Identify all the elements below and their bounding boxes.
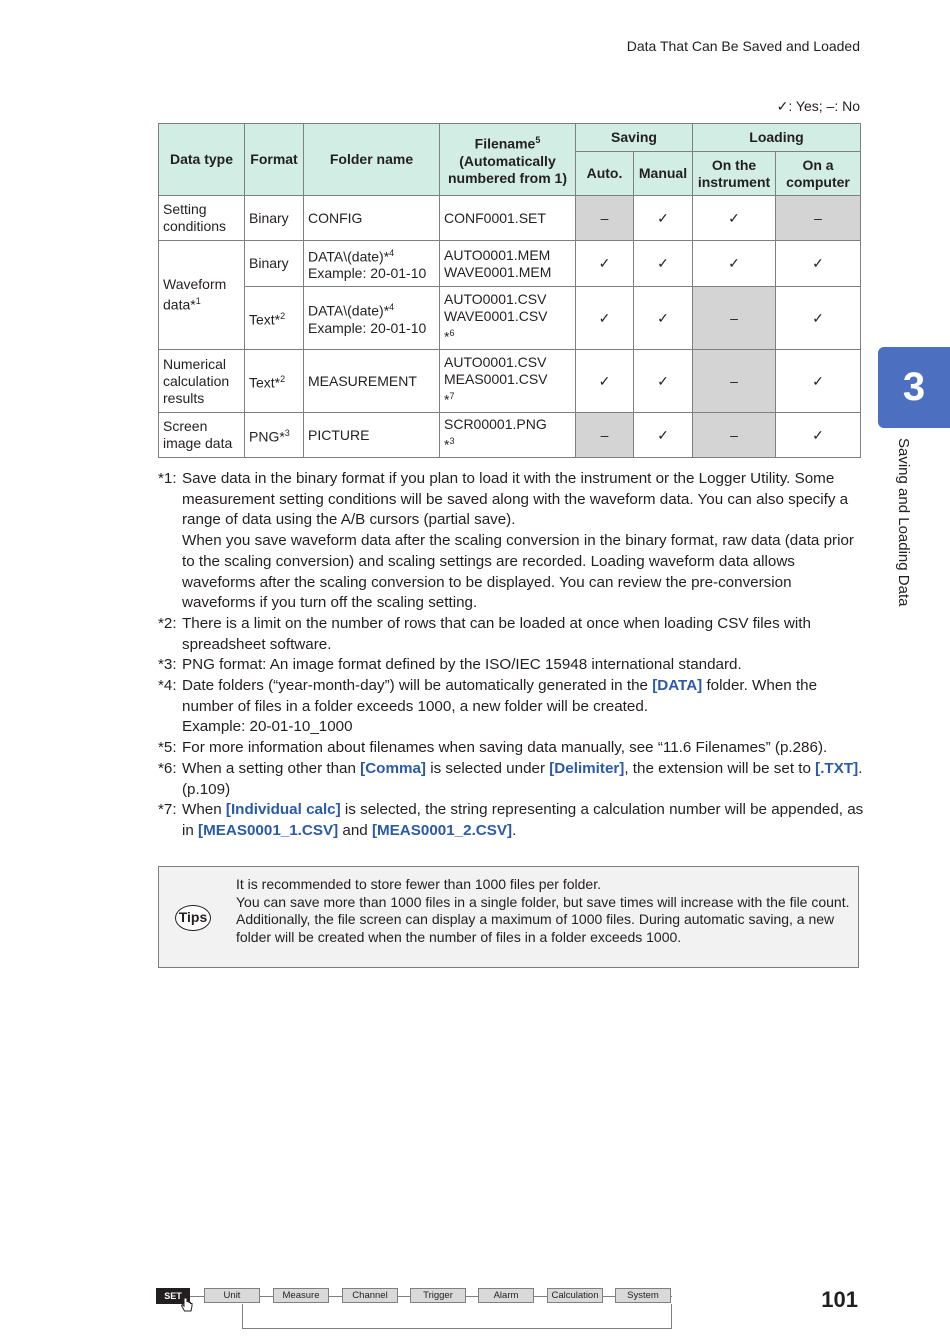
footnote-1: *1: Save data in the binary format if you plan to load it with the instrument or the Logger Utility. Some measurement setting conditions will be saved along with the waveform data. You can also specify a range of data using the A/B cursors (partial save). When you save waveform data after the scaling conversion in the binary format, raw data (data prior to the scaling conversion) and scaling settings are recorded. Loading waveform data allows waveforms after the scaling conversion to be displayed. You can review the pre-conversion waveforms if you turn off the scaling setting. — [158, 470, 854, 612]
header-filename: Filename$^5$ (Automatically numbered from 1) — [440, 124, 576, 196]
footnote-6: *6: When a setting other than [Comma] is selected under [Delimiter], the extension will be set to [.TXT]. (p.109) — [158, 759, 863, 798]
cell-data-type: Setting conditions — [159, 196, 245, 241]
footnotes — [158, 469, 868, 842]
chapter-tab[interactable]: 3 — [878, 347, 950, 428]
header-folder: Folder name — [304, 124, 440, 196]
nav-calculation[interactable]: Calculation — [547, 1288, 603, 1303]
cell-filename: AUTO0001.MEM WAVE0001.MEM — [440, 241, 576, 287]
cell-computer: ✓ — [776, 241, 861, 287]
cell-manual: ✓ — [634, 413, 693, 458]
cell-folder: CONFIG — [304, 196, 440, 241]
legend-text: : Yes; –: No — [788, 98, 860, 114]
cell-filename: AUTO0001.CSV MEAS0001.CSV *$^7$ — [440, 350, 576, 413]
footnote-3: *3: PNG format: An image format defined by the ISO/IEC 15948 international standard. — [158, 656, 742, 674]
tips-box — [158, 866, 859, 968]
cell-filename: AUTO0001.CSV WAVE0001.CSV *$^6$ — [440, 287, 576, 350]
nav-system[interactable]: System — [615, 1288, 671, 1303]
delimiter-ref: [Delimiter] — [549, 759, 625, 777]
running-header: Data That Can Be Saved and Loaded — [626, 38, 860, 54]
nav-connector-loop — [242, 1304, 672, 1329]
cell-instrument: – — [693, 287, 776, 350]
header-on-instrument: On the instrument — [693, 152, 776, 196]
cell-format: Binary — [245, 241, 304, 287]
cell-auto: – — [576, 196, 634, 241]
cell-computer: – — [776, 196, 861, 241]
footnote-2: *2: There is a limit on the number of rows that can be loaded at once when loading CSV files with spreadsheet software. — [158, 614, 811, 653]
table-row — [159, 350, 861, 413]
cell-folder: PICTURE — [304, 413, 440, 458]
footnote-4: *4: Date folders (“year-month-day”) will be automatically generated in the [DATA] folder. When the number of files in a folder exceeds 1000, a new folder will be created. Example: 20-01-10_1000 — [158, 677, 818, 736]
set-button[interactable]: SET — [156, 1288, 190, 1304]
cell-data-type: Waveform data*$^1$ — [159, 241, 245, 350]
cell-instrument: ✓ — [693, 241, 776, 287]
check-icon: ✓ — [776, 98, 789, 114]
cell-computer: ✓ — [776, 413, 861, 458]
cell-computer: ✓ — [776, 287, 861, 350]
header-data-type: Data type — [159, 124, 245, 196]
data-folder-ref: [DATA] — [652, 677, 703, 695]
txt-ref: [.TXT] — [815, 759, 859, 777]
footnote-5: *5: For more information about filenames when saving data manually, see “11.6 Filenames” (p.286). — [158, 739, 828, 757]
footnote-7: *7: When [Individual calc] is selected, the string representing a calculation number will be appended, as in [MEAS0001_1.CSV] and [MEAS0001_2.CSV]. — [158, 801, 864, 839]
cell-manual: ✓ — [634, 241, 693, 287]
tips-text: It is recommended to store fewer than 1000 files per folder. You can save more than 1000 files in a single folder, but save times will increase with the file count. Additionally, the file screen can display a maximum of 1000 files. During automatic saving, a new folder will be created when the number of files in a folder exceeds 1000. — [236, 876, 850, 945]
chapter-title: Saving and Loading Data — [895, 438, 912, 607]
cell-instrument: – — [693, 350, 776, 413]
meas-file2-ref: [MEAS0001_2.CSV] — [371, 821, 513, 839]
table-row — [159, 241, 861, 287]
meas-file1-ref: [MEAS0001_1.CSV] — [198, 821, 339, 839]
table-row — [159, 287, 861, 350]
legend-line — [777, 98, 860, 115]
cell-folder: MEASUREMENT — [304, 350, 440, 413]
nav-measure[interactable]: Measure — [273, 1288, 329, 1303]
cell-folder: DATA\(date)*$^4$ Example: 20-01-10 — [304, 241, 440, 287]
cell-filename: CONF0001.SET — [440, 196, 576, 241]
cell-manual: ✓ — [634, 350, 693, 413]
nav-trigger[interactable]: Trigger — [410, 1288, 466, 1303]
footer-nav — [156, 1285, 696, 1325]
nav-channel[interactable]: Channel — [342, 1288, 398, 1303]
data-table — [158, 123, 861, 458]
cell-format: Binary — [245, 196, 304, 241]
comma-ref: [Comma] — [360, 759, 426, 777]
table-row — [159, 196, 861, 241]
cell-instrument: ✓ — [693, 196, 776, 241]
cell-auto: ✓ — [576, 350, 634, 413]
cell-auto: ✓ — [576, 241, 634, 287]
header-auto: Auto. — [576, 152, 634, 196]
header-loading: Loading — [693, 124, 861, 152]
cell-instrument: – — [693, 413, 776, 458]
cell-folder: DATA\(date)*$^4$ Example: 20-01-10 — [304, 287, 440, 350]
nav-unit[interactable]: Unit — [204, 1288, 260, 1303]
hand-cursor-icon — [180, 1297, 194, 1313]
cell-format: PNG*$^3$ — [245, 413, 304, 458]
cell-format: Text*$^2$ — [245, 350, 304, 413]
individual-calc-ref: [Individual calc] — [225, 801, 341, 819]
header-on-computer: On a computer — [776, 152, 861, 196]
page-number: 101 — [821, 1287, 858, 1312]
header-manual: Manual — [634, 152, 693, 196]
cell-data-type: Screen image data — [159, 413, 245, 458]
cell-filename: SCR00001.PNG *$^3$ — [440, 413, 576, 458]
cell-data-type: Numerical calculation results — [159, 350, 245, 413]
header-saving: Saving — [576, 124, 693, 152]
cell-auto: ✓ — [576, 287, 634, 350]
cell-manual: ✓ — [634, 287, 693, 350]
table-row — [159, 413, 861, 458]
cell-auto: – — [576, 413, 634, 458]
header-format: Format — [245, 124, 304, 196]
cell-format: Text*$^2$ — [245, 287, 304, 350]
nav-alarm[interactable]: Alarm — [478, 1288, 534, 1303]
cell-computer: ✓ — [776, 350, 861, 413]
tips-badge: Tips — [175, 905, 211, 931]
cell-manual: ✓ — [634, 196, 693, 241]
